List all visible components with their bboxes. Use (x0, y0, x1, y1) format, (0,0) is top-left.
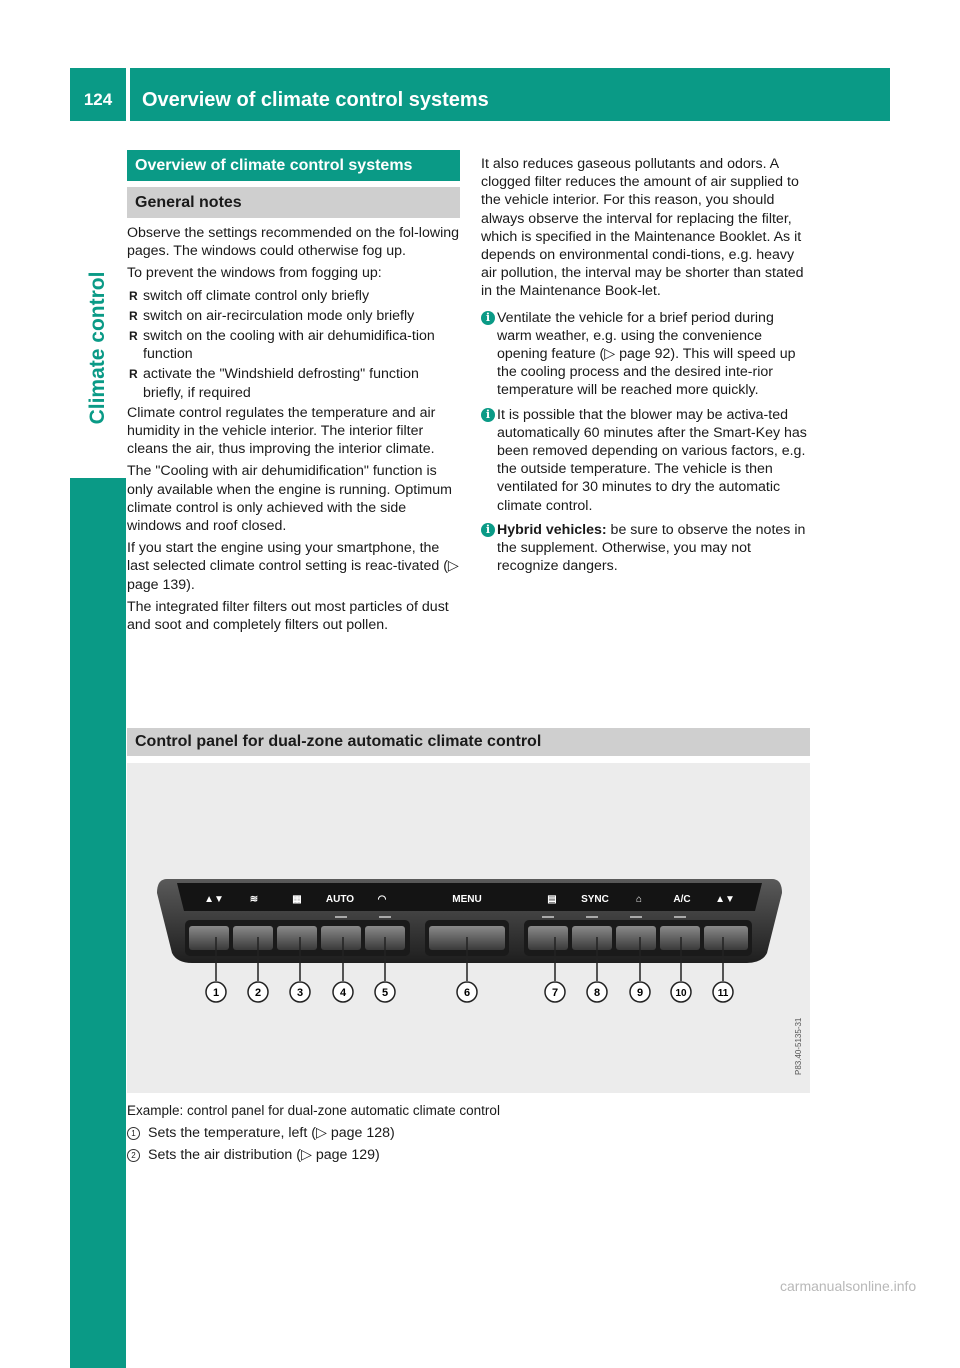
recirculation-icon: ⌂ (635, 894, 643, 905)
callout-1 (206, 982, 226, 1002)
svg-text:3: 3 (296, 987, 304, 999)
info-text: It is possible that the blower may be activa-ted automatically 60 minutes after the Smart-Key has been removed depending on various factors, e.g. the outside temperature. The vehicle is then ventilated for 30 minutes to dry the automatic climate control. (497, 406, 807, 514)
heat-icon: ▤ (547, 894, 557, 905)
button-10 (660, 926, 700, 950)
info-bold-label: Hybrid vehicles: (497, 521, 607, 538)
panel-buttons (189, 926, 748, 950)
info-text: Ventilate the vehicle for a brief period during warm weather, e.g. using the convenience opening feature (▷ page 92). This will speed up the cooling process and the desired inte-rior temperature will be reached more quickly. (497, 309, 796, 399)
bullet-icon: R (129, 367, 138, 382)
bullet-icon: R (129, 329, 138, 344)
callout-2 (248, 982, 268, 1002)
button-9 (616, 926, 656, 950)
list-item (127, 327, 461, 363)
callout-number: 1 (127, 1127, 140, 1140)
arrows-left-label: ▲▼ (204, 894, 224, 905)
paragraph: The "Cooling with air dehumidification" function is only available when the engine is running. Optimum climate control is only achieved with the side windows and roof closed. (127, 463, 452, 535)
list-item (127, 307, 461, 325)
svg-text:6: 6 (463, 987, 471, 999)
info-icon: i (481, 523, 495, 537)
svg-text:5: 5 (381, 987, 389, 999)
figure-caption: Example: control panel for dual-zone automatic climate control (127, 1103, 500, 1118)
menu-label: MENU (452, 894, 482, 905)
legend-item (127, 1147, 380, 1163)
info-note (481, 521, 812, 576)
info-note (481, 406, 812, 515)
ac-label: A/C (673, 894, 691, 905)
info-text: be sure to observe the notes in the supplement. Otherwise, you may not recognize dangers. (497, 521, 806, 575)
button-1 (189, 926, 229, 950)
defrost-icon: ≋ (249, 894, 259, 905)
callout-number: 2 (127, 1149, 140, 1162)
header-title: Overview of climate control systems (142, 89, 489, 111)
paragraph: Climate control regulates the temperature and air humidity in the vehicle interior. The interior filter cleans the air, thus improving the interior climate. (127, 404, 436, 458)
header-divider (126, 68, 130, 121)
svg-text:1: 1 (212, 987, 220, 999)
button-7 (528, 926, 568, 950)
paragraph: If you start the engine using your smartphone, the last selected climate control setting is reac-tivated (▷ page 139). (127, 540, 459, 593)
svg-text:10: 10 (675, 988, 687, 999)
chapter-tab (70, 478, 126, 1368)
subsection-title: General notes (127, 187, 460, 218)
list-item (127, 365, 461, 401)
paragraph: The integrated filter filters out most particles of dust and soot and completely filters out pollen. (127, 598, 449, 634)
button-11 (704, 926, 748, 950)
bullet-list (127, 287, 461, 402)
page-number: 124 (83, 90, 113, 109)
list-item (127, 287, 461, 305)
bullet-icon: R (129, 308, 138, 323)
windshield-icon: ◠ (377, 894, 387, 905)
callout-10 (671, 982, 691, 1002)
list-item-text: switch off climate control only briefly (143, 287, 370, 304)
section-title: Overview of climate control systems (127, 150, 460, 181)
control-panel-figure (127, 763, 810, 1093)
callout-5 (375, 982, 395, 1002)
callout-4 (333, 982, 353, 1002)
paragraph: To prevent the windows from fogging up: (127, 265, 382, 282)
info-note (481, 309, 812, 400)
list-item-text: switch on the cooling with air dehumidifica-tion function (143, 328, 435, 363)
legend-item (127, 1125, 395, 1141)
callout-3 (290, 982, 310, 1002)
image-code: P83.40-5135-31 (794, 1017, 803, 1075)
list-item-text: activate the "Windshield defrosting" function briefly, if required (143, 366, 419, 401)
callout-9 (630, 982, 650, 1002)
svg-text:4: 4 (339, 987, 347, 999)
rear-defrost-icon: ▦ (292, 894, 302, 905)
chapter-sidebar (70, 128, 126, 1268)
paragraph: Observe the settings recommended on the fol-lowing pages. The windows could otherwise fog up. (127, 225, 460, 260)
svg-text:11: 11 (717, 988, 729, 999)
right-column (481, 155, 812, 581)
watermark: carmanualsonline.info (780, 1278, 917, 1294)
callout-8 (587, 982, 607, 1002)
sync-label: SYNC (581, 894, 609, 905)
svg-text:2: 2 (254, 987, 262, 999)
svg-text:9: 9 (636, 987, 644, 999)
control-panel-title: Control panel for dual-zone automatic climate control (127, 728, 810, 756)
button-2 (233, 926, 273, 950)
button-4 (321, 926, 361, 950)
callout-11 (713, 982, 733, 1002)
arrows-right-label: ▲▼ (715, 894, 735, 905)
chapter-label: Climate control (86, 271, 109, 425)
callout-6 (457, 982, 477, 1002)
svg-text:7: 7 (551, 987, 559, 999)
bullet-icon: R (129, 288, 138, 303)
list-item-text: switch on air-recirculation mode only briefly (143, 307, 415, 324)
legend-text: Sets the temperature, left (▷ page 128) (148, 1125, 395, 1141)
page-header (70, 68, 890, 121)
svg-text:8: 8 (593, 987, 601, 999)
info-icon: i (481, 311, 495, 325)
control-panel-illustration (127, 763, 810, 1093)
legend-text: Sets the air distribution (▷ page 129) (148, 1147, 380, 1163)
callout-7 (545, 982, 565, 1002)
info-icon: i (481, 408, 495, 422)
button-3 (277, 926, 317, 950)
auto-label: AUTO (325, 894, 355, 905)
paragraph: It also reduces gaseous pollutants and odors. A clogged filter reduces the amount of air supplied to the vehicle interior. For this reason, you should always observe the interval for replacing the filter, which is specified in the Maintenance Booklet. As it depends on environmental condi-tions, e.g. heavy air pollution, the interval may be shorter than stated in the Maintenance Book-let. (481, 156, 804, 300)
button-8 (572, 926, 612, 950)
left-column (127, 224, 461, 638)
